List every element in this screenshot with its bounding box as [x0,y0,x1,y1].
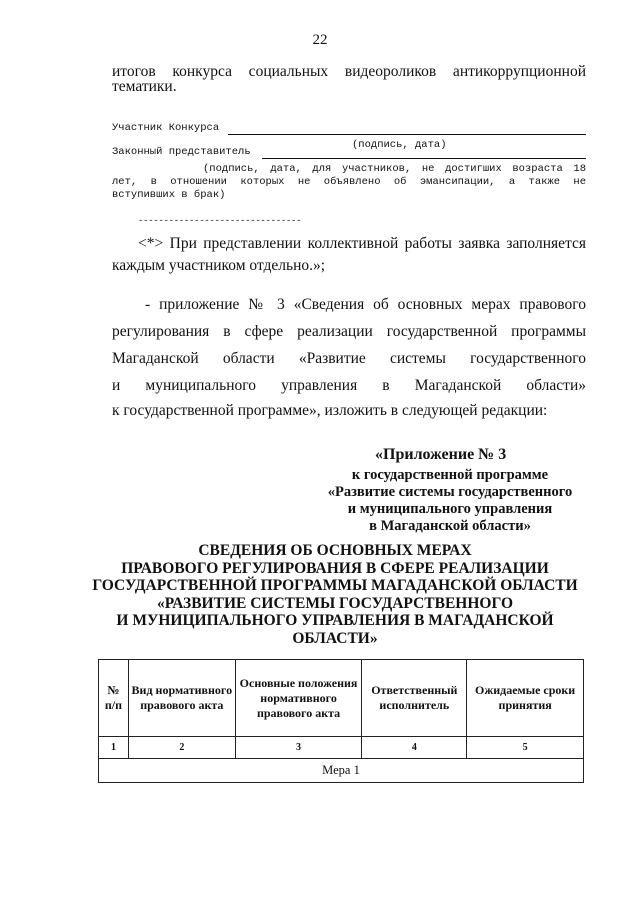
measures-table [98,659,584,783]
table-row [99,759,584,783]
header-expected-dates: Ожидаемые сроки принятия [467,660,584,737]
amendment-line-4: и муниципального управления в Магаданской области» [112,377,586,394]
appendix-line-2: «Развитие системы государственного [327,484,573,500]
page-number: 22 [312,32,328,48]
guardian-hint-line-1: (подпись, дата, для участников, не достигших возраста 18 [203,163,586,175]
measure-row-label: Мера 1 [99,759,584,783]
col-number-4: 4 [362,737,467,759]
title-line-1: СВЕДЕНИЯ ОБ ОСНОВНЫХ МЕРАХ [198,542,472,559]
guardian-hint-line-2: лет, в отношении которых не объявлено об эмансипации, а также не [112,176,586,188]
appendix-line-3: и муниципального управления [347,501,553,517]
table-header-row [99,660,584,737]
guardian-signature-line [262,158,586,159]
participant-label: Участник Конкурса [112,122,220,134]
col-number-3: 3 [235,737,362,759]
amendment-line-2: регулирования в сфере реализации государственной программы [112,323,586,340]
guardian-hint-line-3: вступивших в брак) [112,189,226,201]
col-number-1: 1 [99,737,129,759]
amendment-line-3: Магаданской области «Развитие системы государственного [112,350,586,367]
title-line-3: ГОСУДАРСТВЕННОЙ ПРОГРАММЫ МАГАДАНСКОЙ ОБЛАСТИ [92,577,578,594]
guardian-label: Законный представитель [112,146,251,158]
footnote-separator: -------------------------------- [138,216,302,226]
amendment-line-1: - приложение № 3 «Сведения об основных мерах правового [145,296,586,313]
footnote-line-2: каждым участником отдельно.»; [112,257,326,274]
appendix-heading: «Приложение № 3 [375,446,507,463]
col-number-2: 2 [128,737,235,759]
title-line-5: И МУНИЦИПАЛЬНОГО УПРАВЛЕНИЯ В МАГАДАНСКОЙ [116,612,554,629]
participant-signature-line [228,134,586,135]
appendix-line-1: к государственной программе [351,467,549,483]
header-number: № п/п [99,660,129,737]
appendix-line-4: в Магаданской области» [369,518,531,534]
header-act-type: Вид нормативного правового акта [128,660,235,737]
header-main-provisions: Основные положения нормативного правового акта [235,660,362,737]
footnote-line-1: <*> При представлении коллективной работы заявка заполняется [138,235,586,252]
title-line-4: «РАЗВИТИЕ СИСТЕМЫ ГОСУДАРСТВЕННОГО [156,594,513,612]
title-line-6: ОБЛАСТИ» [292,629,378,647]
signature-hint: (подпись, дата) [352,139,447,151]
table-number-row [99,737,584,759]
intro-line-1: итогов конкурса социальных видеороликов антикоррупционной [112,63,586,80]
header-responsible: Ответственный исполнитель [362,660,467,737]
intro-line-2: тематики. [112,78,177,95]
document-title [90,542,580,647]
title-line-2: ПРАВОВОГО РЕГУЛИРОВАНИЯ В СФЕРЕ РЕАЛИЗАЦИИ [121,559,549,577]
col-number-5: 5 [467,737,584,759]
amendment-line-5: к государственной программе», изложить в следующей редакции: [112,402,548,419]
